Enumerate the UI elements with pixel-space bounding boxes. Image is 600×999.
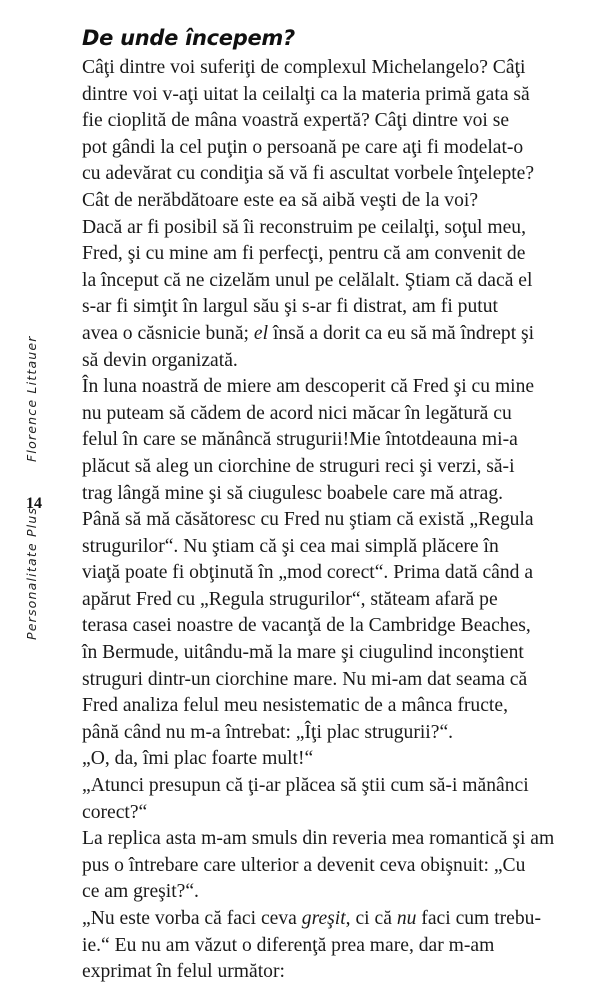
paragraph [82, 746, 597, 773]
text-line: plăcut să aleg un ciorchine de struguri reci şi verzi, să-i [82, 455, 515, 477]
text-line: Câţi dintre voi suferiţi de complexul Michelangelo? Câţi [82, 57, 526, 78]
text-line: ce am greşit?“. [82, 881, 199, 903]
paragraph [82, 826, 597, 906]
sidebar-book-title: Personalitate Plus [24, 506, 39, 640]
paragraph [82, 215, 597, 375]
text-line: viaţă poate fi obţinută în „mod corect“. Prima dată când a [82, 562, 534, 584]
text-line: terasa casei noastre de vacanţă de la Cambridge Beaches, [82, 615, 531, 637]
text-line: cu adevărat cu condiţia să vă fi ascultat vorbele înţelepte? [82, 163, 535, 185]
text-line: felul în care se mănâncă strugurii!Mie întotdeauna mi-a [82, 429, 518, 451]
paragraph [82, 55, 597, 215]
text-line: „Atunci presupun că ţi-ar plăcea să ştii cum să-i mănânci [82, 775, 529, 797]
paragraph [82, 906, 597, 986]
text-line: s-ar fi simţit în largul său şi s-ar fi distrat, am fi putut [82, 296, 498, 318]
text-line: corect?“ [82, 801, 148, 823]
text-line: pot gândi la cel puţin o persoană pe care aţi fi modelat-o [82, 136, 524, 158]
text-line: Cât de nerăbdătoare este ea să aibă veşti de la voi? [82, 189, 479, 211]
text-line: fie cioplită de mâna voastră expertă? Câţi dintre voi se [82, 110, 510, 132]
text-line: în Bermude, uitându-mă la mare şi ciugulind inconştient [82, 642, 524, 664]
sidebar-author: Florence Littauer [24, 335, 39, 462]
page-number: 14 [26, 495, 42, 512]
text-line: „O, da, îmi plac foarte mult!“ [82, 748, 314, 770]
text-line: Fred analiza felul meu nesistematic de a mânca fructe, [82, 695, 508, 717]
text-line: dintre voi v-aţi uitat la ceilalţi ca la materia primă gata să [82, 83, 530, 105]
text-line: struguri dintr-un ciorchine mare. Nu mi-am dat seama că [82, 668, 528, 690]
text-line: ie.“ Eu nu am văzut o diferenţă prea mare, dar m-am [82, 934, 495, 956]
text-line: la început că ne cizelăm unul pe celălalt. Ştiam că dacă el [82, 269, 533, 291]
paragraph [82, 374, 597, 746]
text-line: exprimat în felul următor: [82, 961, 285, 983]
text-line: apărut Fred cu „Regula strugurilor“, stăteam afară pe [82, 588, 498, 610]
text-line: până când nu m-a întrebat: „Îţi plac strugurii?“. [82, 721, 454, 743]
text-line: avea o căsnicie bună; el însă a dorit ca eu să mă îndrept şi [82, 322, 535, 344]
text-line: Dacă ar fi posibil să îi reconstruim pe ceilalţi, soţul meu, [82, 216, 526, 238]
body-text [82, 55, 597, 986]
text-line: să devin organizată. [82, 349, 238, 371]
text-line: trag lângă mine şi să ciugulesc boabele care mă atrag. [82, 482, 504, 504]
page-heading: De unde începem? [82, 26, 295, 50]
text-line: „Nu este vorba că faci ceva greşit, ci că nu faci cum trebu- [82, 908, 541, 929]
text-line: Până să mă căsătoresc cu Fred nu ştiam că există „Regula [82, 509, 534, 531]
text-line: nu puteam să cădem de acord nici măcar în legătură cu [82, 402, 512, 424]
paragraph [82, 773, 597, 826]
text-line: pus o întrebare care ulterior a devenit ceva obişnuit: „Cu [82, 854, 526, 876]
text-line: Fred, şi cu mine am fi perfecţi, pentru că am convenit de [82, 243, 526, 265]
text-line: strugurilor“. Nu ştiam că şi cea mai simplă plăcere în [82, 535, 499, 557]
text-line: La replica asta m-am smuls din reveria mea romantică şi am [82, 828, 555, 850]
text-line: În luna noastră de miere am descoperit că Fred şi cu mine [82, 376, 535, 398]
